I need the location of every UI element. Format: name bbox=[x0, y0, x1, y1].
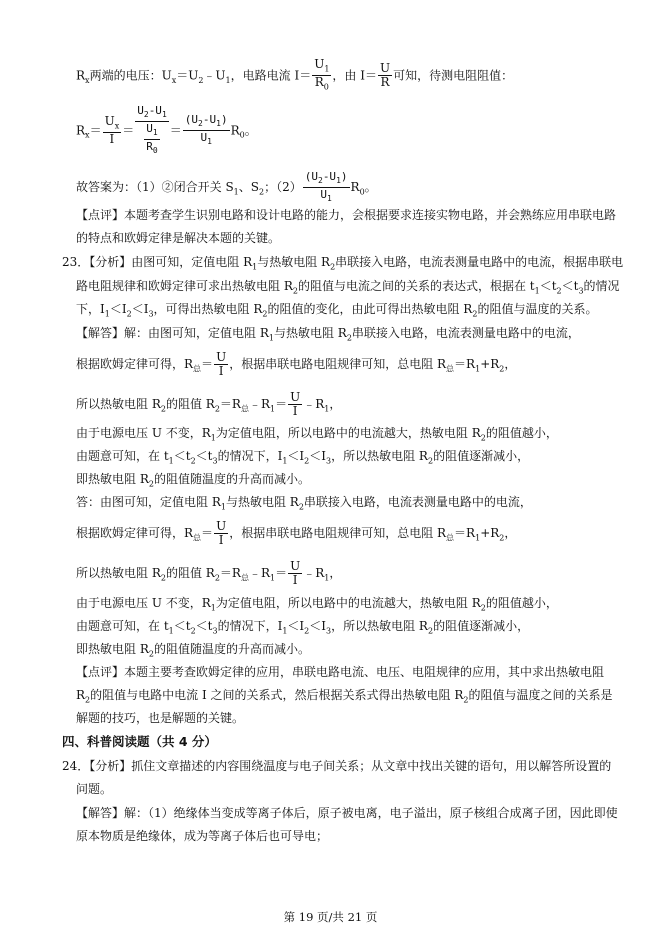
formula-line: 根据欧姆定律可得，$R_总=$ $\frac{U}{I}$ ，根据串联电路电阻规律可知，总电阻 $R_总=R_1+R_2$， bbox=[76, 519, 517, 547]
text-line: 【解答】解：（1）绝缘体当变成等离子体后，原子被电离，电子溢出，原子核组合成离子团，因此即使 bbox=[76, 806, 618, 820]
text-line: 23．【分析】由图可知，定值电阻 $R_1$与热敏电阻 $R_2$串联接入电路，电流表测量电路中的电流，根据串联电 bbox=[62, 255, 624, 272]
text-line: 答：由图可知，定值电阻 $R_1$与热敏电阻 $R_2$串联接入电路，电流表测量电路中的电流， bbox=[76, 495, 532, 512]
section-heading: 四、科普阅读题（共 4 分） bbox=[62, 734, 217, 749]
text-line: 由于电源电压 U 不变，$R_1$为定值电阻，所以电路中的电流越大，热敏电阻 $R_2$的阻值越小， bbox=[76, 426, 558, 443]
page-footer: 第 19 页/共 21 页 bbox=[283, 910, 378, 924]
formula-line: 根据欧姆定律可得，$R_总=$ $\frac{U}{I}$ ，根据串联电路电阻规律可知，总电阻 $R_总=R_1+R_2$， bbox=[76, 350, 517, 378]
text-line: 由于电源电压 U 不变，$R_1$为定值电阻，所以电路中的电流越大，热敏电阻 $R_2$的阻值越小， bbox=[76, 596, 558, 613]
text-line: 问题。 bbox=[76, 782, 113, 796]
formula-line: 所以热敏电阻 $R_2$的阻值 $R_2=R_总﹣R_1=$ $\frac{U}{I}$ $﹣R_1$， bbox=[76, 559, 342, 587]
text-line: 【解答】解：由图可知，定值电阻 $R_1$与热敏电阻 $R_2$串联接入电路，电流表测量电路中的电流， bbox=[76, 326, 580, 343]
text-line: 下，$I_1<I_2<I_3$，可得出热敏电阻 $R_2$的阻值的变化，由此可得出热敏电阻 $R_2$的阻值与温度的关系。 bbox=[76, 302, 598, 319]
text-line: 【点评】本题主要考查欧姆定律的应用，串联电路电流、电压、电阻规律的应用，其中求出热敏电阻 bbox=[76, 665, 605, 679]
text-line: $R_x$两端的电压：$U_x=U_2﹣U_1$，电路电流 I＝ $\frac{U_1}{R_0}$ ，由 I＝ $\frac{U}{R}$ 可知，待测电阻阻值： bbox=[76, 57, 514, 92]
text-line: 解题的技巧，也是解题的关键。 bbox=[76, 711, 245, 725]
text-line: 原本物质是绝缘体，成为等离子体后也可导电； bbox=[76, 829, 329, 843]
text-line: 由题意可知，在 $t_1<t_2<t_3$的情况下，$I_1<I_2<I_3$，所以热敏电阻 $R_2$的阻值逐渐减小， bbox=[76, 449, 530, 466]
text-line: 【点评】本题考查学生识别电路和设计电路的能力，会根据要求连接实物电路，并会熟练应用串联电路 bbox=[76, 208, 617, 222]
text-line: 路电阻规律和欧姆定律可求出热敏电阻 $R_2$的阻值与电流之间的关系的表达式，根据在 $t_1<t_2<t_3$的情况 bbox=[76, 279, 620, 296]
text-line: 24．【分析】抓住文章描述的内容围绕温度与电子间关系；从文章中找出关键的语句，用以解答所设置的 bbox=[62, 759, 612, 773]
text-line: 由题意可知，在 $t_1<t_2<t_3$的情况下，$I_1<I_2<I_3$，所以热敏电阻 $R_2$的阻值逐渐减小， bbox=[76, 619, 530, 636]
answer-line: 故答案为：（1）②闭合开关 $S_1$、$S_2$；（2） $\frac{(U_2-U_1)}{U_1}$ $R_0$。 bbox=[76, 170, 377, 204]
text-line: 即热敏电阻 $R_2$的阻值随温度的升高而减小。 bbox=[76, 472, 310, 489]
text-line: $R_2$的阻值与电路中电流 I 之间的关系式，然后根据关系式得出热敏电阻 $R_2$的阻值与温度之间的关系是 bbox=[76, 688, 613, 705]
formula-line: 所以热敏电阻 $R_2$的阻值 $R_2=R_总﹣R_1=$ $\frac{U}{I}$ $﹣R_1$， bbox=[76, 390, 342, 418]
text-line: 即热敏电阻 $R_2$的阻值随温度的升高而减小。 bbox=[76, 642, 310, 659]
formula-line: $R_x=$ $\frac{U_x}{I}$ ＝ $\frac{U_2-U_1}{\frac{U_1}{R_0}}$ ＝ $\frac{(U_2-U_1)}{U_1}$ $R_0$。 bbox=[76, 104, 257, 156]
text-line: 的特点和欧姆定律是解决本题的关键。 bbox=[76, 231, 281, 245]
